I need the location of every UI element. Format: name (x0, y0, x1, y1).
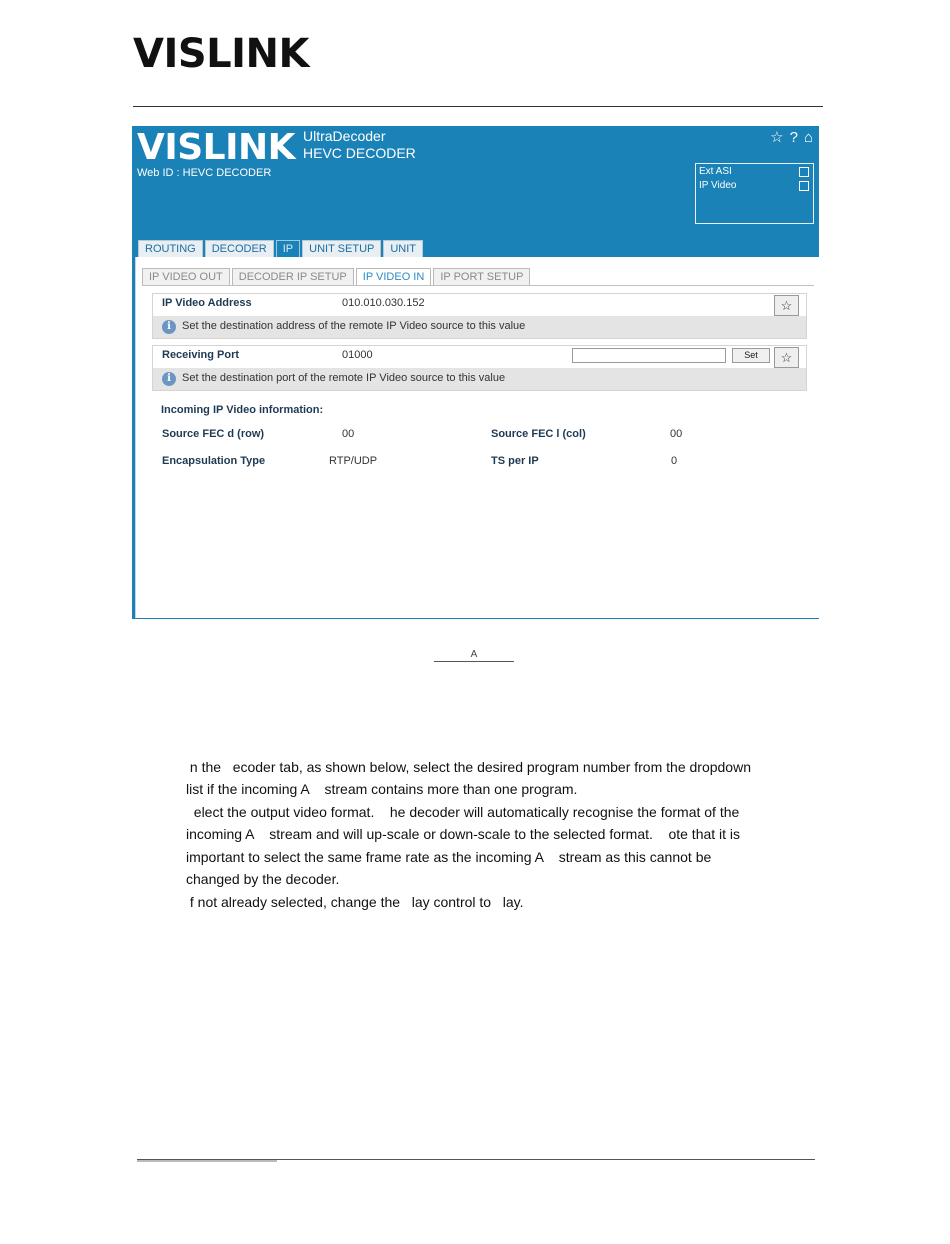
ts-per-ip-value: 0 (671, 455, 678, 467)
ip-address-info (152, 316, 807, 339)
tab-unit[interactable]: UNIT (383, 240, 423, 257)
input-checkbox[interactable] (799, 181, 809, 191)
fec-row-label: Source FEC d (row) (162, 428, 265, 440)
subtab-ip-video-out[interactable]: IP VIDEO OUT (142, 268, 230, 285)
content-panel (135, 257, 819, 618)
main-tabs (138, 240, 423, 257)
receiving-port-value: 01000 (342, 349, 373, 361)
body-paragraph: incoming A stream and will up-scale or down-scale to the selected format. ote that it is (186, 826, 741, 842)
encapsulation-value: RTP/UDP (329, 455, 378, 467)
body-paragraph: elect the output video format. he decoder will automatically recognise the format of the (186, 804, 740, 820)
star-icon[interactable]: ☆ (770, 129, 784, 146)
input-label: Ext ASI (699, 166, 732, 177)
subtab-ip-video-in[interactable]: IP VIDEO IN (356, 268, 432, 285)
receiving-port-info (152, 368, 807, 391)
fec-row-value: 00 (342, 428, 355, 440)
subtab-decoder-ip-setup[interactable]: DECODER IP SETUP (232, 268, 354, 285)
fec-col-value: 00 (670, 428, 683, 440)
set-button[interactable]: Set (732, 348, 770, 363)
home-icon[interactable]: ⌂ (803, 129, 813, 146)
web-id: Web ID : HEVC DECODER (137, 167, 272, 179)
subtab-divider (142, 285, 814, 286)
input-status-box (695, 163, 814, 224)
header-divider (133, 106, 823, 107)
tab-unit-setup[interactable]: UNIT SETUP (302, 240, 381, 257)
footer-divider-accent (137, 1160, 277, 1162)
figure-caption: A (434, 648, 514, 662)
info-icon: i (162, 320, 176, 334)
star-icon: ☆ (780, 298, 793, 313)
input-label: IP Video (699, 180, 737, 191)
subtab-ip-port-setup[interactable]: IP PORT SETUP (433, 268, 530, 285)
receiving-port-row (152, 345, 807, 369)
product-model: HEVC DECODER (303, 145, 416, 161)
section-heading: Incoming IP Video information: (161, 404, 324, 416)
star-icon: ☆ (780, 350, 793, 365)
incoming-info-title (161, 400, 323, 418)
ip-address-row (152, 293, 807, 317)
ip-address-label: IP Video Address (162, 297, 252, 309)
help-icon[interactable]: ? (789, 129, 798, 146)
product-name: UltraDecoder (303, 128, 386, 144)
input-status-ip-video (699, 180, 809, 192)
brand-logo: VISLINK (137, 127, 296, 168)
document-logo: VISLINK (133, 31, 309, 77)
fec-col-label: Source FEC l (col) (491, 428, 586, 440)
ts-per-ip-label: TS per IP (491, 455, 539, 467)
encapsulation-label: Encapsulation Type (162, 455, 266, 467)
body-paragraph: n the ecoder tab, as shown below, select the desired program number from the dropdown (186, 759, 751, 775)
header-icons (770, 130, 813, 146)
input-checkbox[interactable] (799, 167, 809, 177)
body-paragraph: list if the incoming A stream contains more than one program. (186, 781, 578, 797)
favorite-button[interactable] (774, 295, 799, 316)
body-paragraph: f not already selected, change the lay control to lay. (186, 894, 524, 910)
ui-screenshot (132, 126, 819, 619)
body-paragraph: changed by the decoder. (186, 871, 340, 887)
info-text: Set the destination address of the remote IP Video source to this value (182, 320, 526, 332)
tab-routing[interactable]: ROUTING (138, 240, 203, 257)
info-text: Set the destination port of the remote IP Video source to this value (182, 372, 506, 384)
tab-ip[interactable]: IP (276, 240, 300, 257)
info-icon: i (162, 372, 176, 386)
input-status-ext-asi (699, 166, 809, 178)
favorite-button[interactable] (774, 347, 799, 368)
body-paragraph: important to select the same frame rate as the incoming A stream as this cannot be (186, 849, 712, 865)
receiving-port-label: Receiving Port (162, 349, 240, 361)
sub-tabs (142, 268, 530, 285)
tab-decoder[interactable]: DECODER (205, 240, 274, 257)
ip-address-value: 010.010.030.152 (342, 297, 425, 309)
receiving-port-input[interactable] (572, 348, 726, 363)
